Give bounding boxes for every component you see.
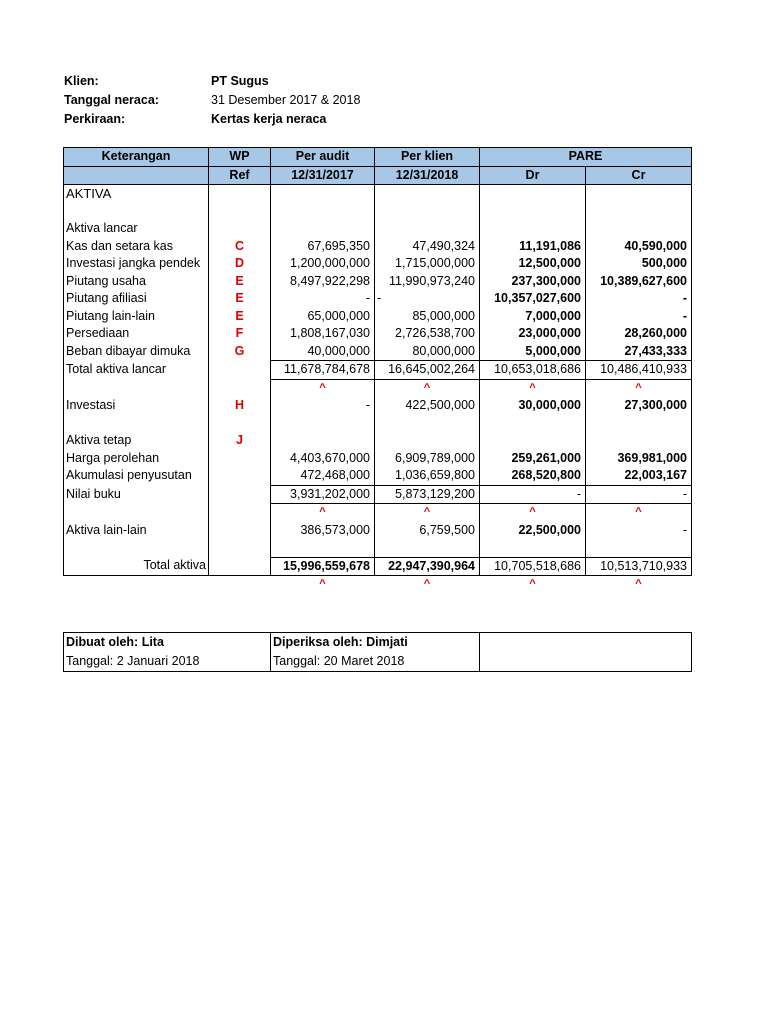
account-label: Perkiraan:	[64, 111, 126, 126]
row-harga: Harga perolehan 4,403,670,000 6,909,789,000 259,261,000 369,981,000	[64, 450, 692, 468]
tick-mark: ^	[319, 578, 326, 590]
col-klien-date: 12/31/2018	[375, 166, 480, 185]
client-label: Klien:	[64, 73, 99, 88]
ref-code: G	[209, 343, 271, 361]
row-akumulasi: Akumulasi penyusutan 472,468,000 1,036,659,800 268,520,800 22,003,167	[64, 467, 692, 485]
ref-code: C	[209, 238, 271, 256]
row-tick-3	[64, 576, 692, 594]
row-investasi: Investasi H - 422,500,000 30,000,000 27,300,000	[64, 397, 692, 415]
tick-mark: ^	[480, 504, 586, 522]
balance-sheet-worksheet	[63, 147, 692, 594]
col-per-audit: Per audit	[271, 148, 375, 167]
col-per-klien: Per klien	[375, 148, 480, 167]
col-wp: WP	[209, 148, 271, 167]
row-total-lancar: Total aktiva lancar 11,678,784,678 16,645,002,264 10,653,018,686 10,486,410,933	[64, 361, 692, 380]
tick-mark: ^	[423, 578, 431, 590]
row-nilai: Nilai buku 3,931,202,000 5,873,129,200 - -	[64, 485, 692, 504]
checked-date: Tanggal: 20 Maret 2018	[271, 652, 480, 672]
row-piutang-afiliasi: Piutang afiliasi E - - 10,357,027,600 -	[64, 290, 692, 308]
made-by: Dibuat oleh: Lita	[64, 633, 271, 653]
row-blank	[64, 539, 692, 557]
row-total-aktiva: Total aktiva 15,996,559,678 22,947,390,964 10,705,518,686 10,513,710,933	[64, 557, 692, 576]
col-audit-date: 12/31/2017	[271, 166, 375, 185]
tick-mark: ^	[271, 379, 375, 397]
ref-code: J	[209, 432, 271, 450]
tick-mark: ^	[586, 379, 692, 397]
tick-mark: ^	[480, 379, 586, 397]
date-value: 31 Desember 2017 & 2018	[211, 92, 361, 107]
tick-mark: ^	[271, 504, 375, 522]
ref-code: F	[209, 325, 271, 343]
row-persediaan: Persediaan F 1,808,167,030 2,726,538,700 23,000,000 28,260,000	[64, 325, 692, 343]
row-blank	[64, 203, 692, 221]
col-dr: Dr	[480, 166, 586, 185]
checked-by: Diperiksa oleh: Dimjati	[271, 633, 480, 653]
row-tick-2	[64, 504, 692, 522]
col-pare: PARE	[480, 148, 692, 167]
document-header	[64, 71, 360, 128]
ref-code: E	[209, 290, 271, 308]
col-keterangan: Keterangan	[64, 148, 209, 167]
header-row-2	[64, 166, 692, 185]
date-label: Tanggal neraca:	[64, 92, 159, 107]
row-investasi-jp: Investasi jangka pendek D 1,200,000,000 1,715,000,000 12,500,000 500,000	[64, 255, 692, 273]
row-kas: Kas dan setara kas C 67,695,350 47,490,324 11,191,086 40,590,000	[64, 238, 692, 256]
row-aktiva-lancar: Aktiva lancar	[64, 220, 692, 238]
row-tick-1	[64, 379, 692, 397]
tick-mark: ^	[635, 578, 642, 590]
row-aktiva: AKTIVA	[64, 185, 692, 203]
row-aktiva-lain: Aktiva lain-lain 386,573,000 6,759,500 22,500,000 -	[64, 522, 692, 540]
ref-code: H	[209, 397, 271, 415]
tick-mark: ^	[586, 504, 692, 522]
client-value: PT Sugus	[211, 73, 269, 88]
col-ref: Ref	[209, 166, 271, 185]
made-date: Tanggal: 2 Januari 2018	[64, 652, 271, 672]
ref-code: E	[209, 308, 271, 326]
ref-code: E	[209, 273, 271, 291]
tick-mark: ^	[375, 504, 480, 522]
col-cr: Cr	[586, 166, 692, 185]
row-beban: Beban dibayar dimuka G 40,000,000 80,000,000 5,000,000 27,433,333	[64, 343, 692, 361]
tick-mark: ^	[529, 578, 536, 590]
signoff-box	[63, 632, 692, 672]
ref-code: D	[209, 255, 271, 273]
row-piutang-usaha: Piutang usaha E 8,497,922,298 11,990,973,240 237,300,000 10,389,627,600	[64, 273, 692, 291]
account-value: Kertas kerja neraca	[211, 111, 327, 126]
header-row-1	[64, 148, 692, 167]
row-aktiva-tetap: Aktiva tetap J	[64, 432, 692, 450]
tick-mark: ^	[375, 379, 480, 397]
row-piutang-lain: Piutang lain-lain E 65,000,000 85,000,000 7,000,000 -	[64, 308, 692, 326]
row-blank	[64, 415, 692, 433]
